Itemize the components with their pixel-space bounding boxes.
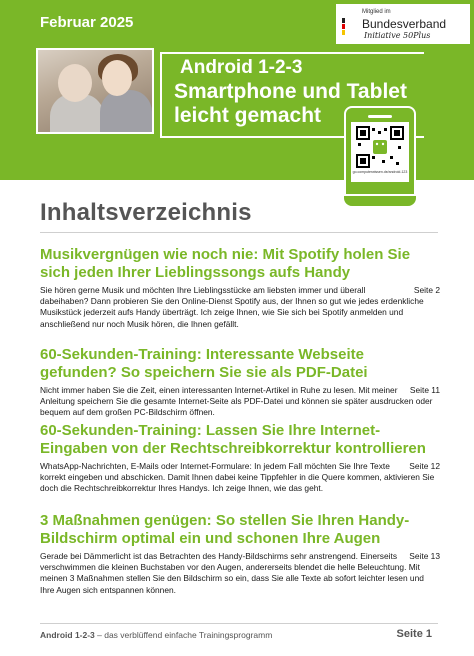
toc-entry-heading: Musikvergnügen wie noch nie: Mit Spotify holen Sie sich jeden Ihrer Lieblingssongs aufs Handy	[40, 246, 411, 281]
qr-code-icon	[356, 126, 404, 168]
toc-entry-page: Seite 12	[409, 461, 440, 471]
phone-url: go.computerwissen.de/android-123	[352, 170, 408, 174]
toc-entry-heading: 3 Maßnahmen genügen: So stellen Sie Ihren Handy-Bildschirm optimal ein und schonen Ihre Augen	[40, 512, 410, 547]
toc-title: Inhaltsverzeichnis	[40, 199, 252, 226]
toc-entry-text: Seite 13 Gerade bei Dämmerlicht ist das Betrachten des Handy-Bildschirms sehr anstrengend. Einerseits verschwimmen die kleinen Buchstaben vor den Augen, andererseits blendet die helle Beleuchtung. Mit meinen 3 Maßnahmen stellen Sie den Bildschirm so ein, dass Sie alle Texte ab sofort leichter lesen und Ihre Augen sich entspannen können.	[40, 551, 440, 595]
phone-speaker	[368, 115, 392, 118]
footer-page-number: Seite 1	[396, 628, 432, 640]
issue-date: Februar 2025	[40, 14, 134, 31]
toc-entry	[40, 512, 440, 596]
logo-script-text: Initiative 50Plus	[364, 31, 431, 40]
footer-brand: Android 1-2-3	[40, 630, 95, 640]
association-logo	[336, 4, 470, 44]
toc-entry	[40, 422, 440, 495]
brand-subtitle-line1: Smartphone und Tablet	[174, 80, 407, 103]
logo-flag-icon	[342, 18, 350, 36]
toc-entry-page: Seite 13	[409, 551, 440, 561]
logo-main-text: Bundesverband	[362, 17, 447, 31]
toc-entry-page: Seite 11	[409, 385, 440, 395]
toc-entry-heading: 60-Sekunden-Training: Lassen Sie Ihre Internet-Eingaben von der Rechtschreibkorrektur kontrollieren	[40, 422, 426, 457]
toc-entry-text: Seite 11 Nicht immer haben Sie die Zeit, einen interessanten Internet-Artikel in Ruhe zu lesen. Mit meiner Anleitung speichern Sie die gesamte Internet-Seite als PDF-Datei und können sie später ausdrucken oder bequem auf dem großen PC-Bildschirm öffnen.	[40, 385, 440, 418]
footer-divider	[40, 623, 438, 624]
toc-entry-page: Seite 2	[413, 285, 440, 295]
brand-title: Android 1-2-3	[174, 56, 308, 80]
divider	[40, 232, 438, 233]
toc-entry-heading: 60-Sekunden-Training: Interessante Webseite gefunden? So speichern Sie sie als PDF-Datei	[40, 346, 368, 381]
toc-entry	[40, 246, 440, 330]
toc-entry-text: Seite 2 Sie hören gerne Musik und möchten Ihre Lieblingsstücke am liebsten immer und überall dabeihaben? Dann probieren Sie den Online-Dienst Spotify aus, der Ihnen so gut wie jedes erdenkliche Musikstück jederzeit aufs Handy überträgt. Ich zeige Ihnen, wie Sie sich bei Spotify anmelden und anschließend nur noch Musik hören, die Ihnen gefällt.	[40, 285, 440, 329]
cover-photo	[36, 48, 154, 134]
toc-entry	[40, 346, 440, 419]
logo-small-text: Mitglied im	[362, 9, 391, 15]
footer-text	[40, 630, 272, 640]
footer-tagline: – das verblüffend einfache Trainingsprogramm	[94, 630, 273, 640]
brand-subtitle-line2: leicht gemacht	[174, 104, 322, 127]
toc-entry-text: Seite 12 WhatsApp-Nachrichten, E-Mails oder Internet-Formulare: In jedem Fall möchten Sie Ihre Texte korrekt eingeben und abschicken. Damit Ihnen dabei keine Tippfehler in die Quere kommen, aktivieren Sie doch die Rechtschreibkorrektur Ihres Handys. Ich zeige Ihnen, wie das geht.	[40, 461, 440, 494]
phone-illustration	[344, 106, 416, 196]
